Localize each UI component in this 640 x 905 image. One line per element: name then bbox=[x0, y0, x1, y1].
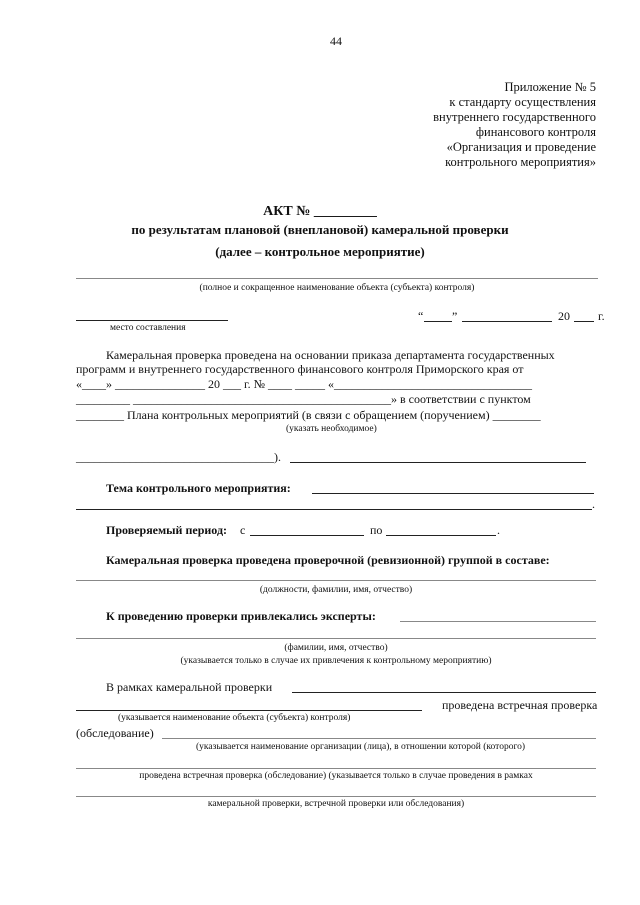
topic-line[interactable] bbox=[312, 493, 594, 494]
caption-experts-note: (указывается только в случае их привлечения к контрольному мероприятию) bbox=[180, 656, 492, 666]
experts-line[interactable] bbox=[400, 621, 596, 622]
body-text: Камеральная проверка проведена на основании приказа департамента государственных bbox=[106, 348, 555, 362]
reason-line[interactable] bbox=[290, 462, 586, 463]
date-day-line[interactable] bbox=[424, 321, 452, 322]
appendix-line: контрольного мероприятия» bbox=[445, 155, 596, 169]
place-line[interactable] bbox=[76, 320, 228, 321]
body-text: программ и внутреннего государственного финансового контроля Приморского края от bbox=[76, 362, 524, 376]
date-quote-open: “ bbox=[418, 309, 424, 323]
caption-place: место составления bbox=[110, 323, 186, 333]
period-from: с bbox=[240, 523, 246, 537]
organization-line-2[interactable] bbox=[76, 768, 596, 769]
caption-counter-note1: проведена встречная проверка (обследование) (указывается только в случае проведения в рамках bbox=[139, 771, 533, 781]
act-subtitle-note: (далее – контрольное мероприятие) bbox=[215, 244, 425, 259]
date-year-suffix: г. bbox=[598, 309, 605, 323]
period-to: по bbox=[370, 523, 383, 537]
topic-end: . bbox=[592, 497, 595, 511]
caption-counter-object: (указывается наименование объекта (субъекта) контроля) bbox=[118, 713, 351, 723]
experts-line-2[interactable] bbox=[76, 638, 596, 639]
act-subtitle: по результатам плановой (внеплановой) камеральной проверки bbox=[131, 222, 509, 237]
appendix-line: Приложение № 5 bbox=[504, 80, 596, 94]
body-text: «____» _______________ 20 ___ г. № ____ _____ «_________________________________ bbox=[76, 377, 533, 391]
body-text: _________________________________). bbox=[76, 450, 281, 464]
date-quote-close: ” bbox=[452, 309, 458, 323]
period-end: . bbox=[497, 523, 500, 537]
counter-done: проведена встречная проверка bbox=[442, 698, 598, 712]
appendix-line: финансового контроля bbox=[475, 125, 596, 139]
date-year: 20 bbox=[558, 309, 570, 323]
date-month-line[interactable] bbox=[462, 321, 552, 322]
organization-line[interactable] bbox=[162, 738, 596, 739]
caption-counter-note2: камеральной проверки, встречной проверки или обследования) bbox=[207, 799, 465, 809]
appendix-line: внутреннего государственного bbox=[433, 110, 596, 124]
group-label: Камеральная проверка проведена проверочной (ревизионной) группой в составе: bbox=[106, 553, 550, 567]
body-text: ________ Плана контрольных мероприятий (в связи с обращением (поручением) ________ bbox=[76, 408, 541, 422]
topic-line-2[interactable] bbox=[76, 509, 592, 510]
appendix-line: к стандарту осуществления bbox=[449, 95, 596, 109]
period-to-line[interactable] bbox=[386, 535, 496, 536]
group-line[interactable] bbox=[76, 580, 596, 581]
period-from-line[interactable] bbox=[250, 535, 364, 536]
counter-object-line[interactable] bbox=[76, 710, 422, 711]
within-label: В рамках камеральной проверки bbox=[106, 680, 273, 694]
caption-organization: (указывается наименование организации (лица), в отношении которой (которого) bbox=[196, 742, 526, 752]
within-line[interactable] bbox=[292, 692, 596, 693]
appendix-block bbox=[433, 80, 596, 170]
page-number: 44 bbox=[330, 34, 342, 48]
date-year-line[interactable] bbox=[574, 321, 594, 322]
experts-label: К проведению проверки привлекались эксперты: bbox=[106, 609, 376, 623]
period-label: Проверяемый период: bbox=[106, 523, 228, 537]
caption-specify: (указать необходимое) bbox=[286, 424, 377, 434]
object-name-line[interactable] bbox=[76, 278, 598, 279]
caption-group: (должности, фамилии, имя, отчество) bbox=[259, 585, 413, 595]
inspection-label: (обследование) bbox=[76, 726, 154, 740]
act-title: АКТ № _________ bbox=[263, 204, 377, 219]
body-text: _________ ___________________________________________» в соответствии с пунктом bbox=[76, 392, 531, 406]
caption-object-name: (полное и сокращенное наименование объекта (субъекта) контроля) bbox=[199, 283, 475, 293]
appendix-line: «Организация и проведение bbox=[446, 140, 596, 154]
caption-experts-fio: (фамилии, имя, отчество) bbox=[284, 643, 388, 653]
topic-label: Тема контрольного мероприятия: bbox=[106, 481, 291, 495]
counter-note-line[interactable] bbox=[76, 796, 596, 797]
